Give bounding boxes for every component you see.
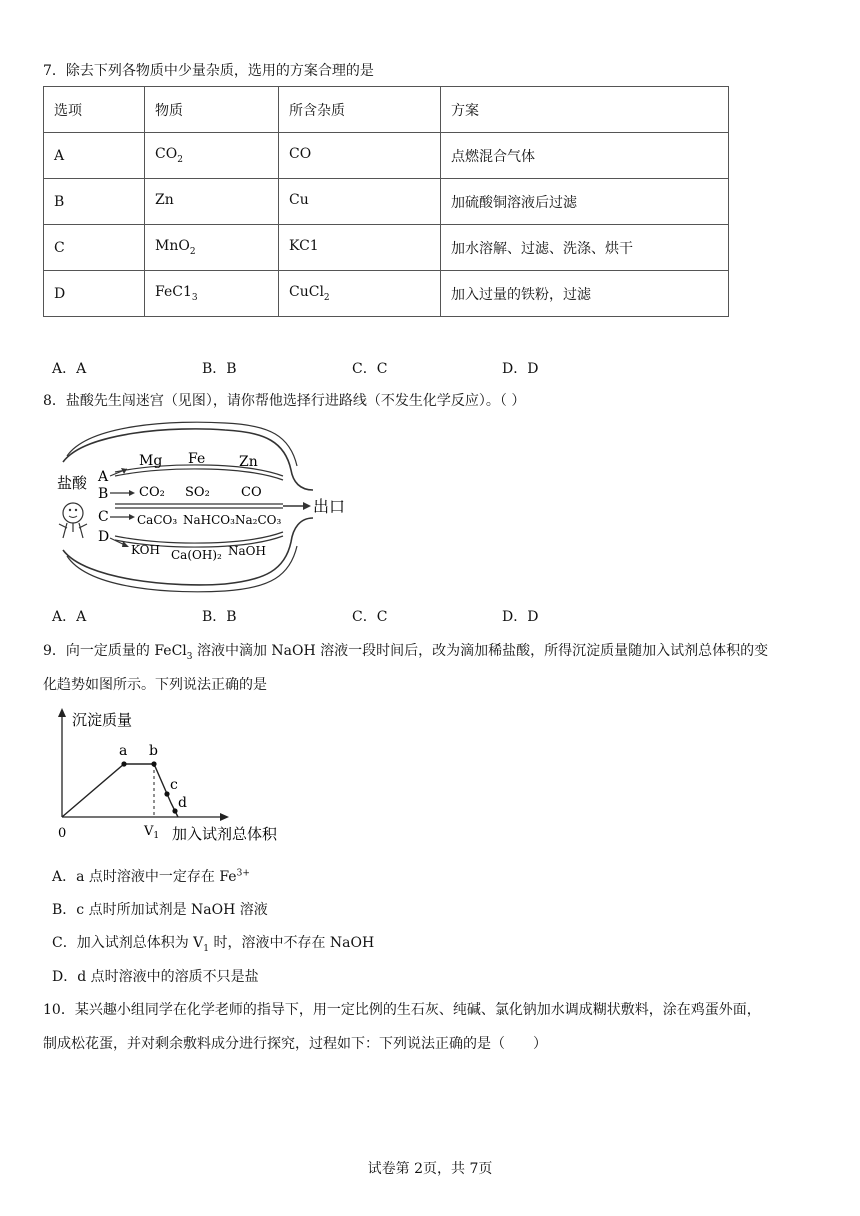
- header-option: 选项: [44, 87, 145, 133]
- q7-choice-b[interactable]: B．B: [202, 361, 237, 377]
- table-header-row: [44, 87, 729, 133]
- lane-b-item: SO₂: [185, 485, 210, 500]
- row-impurity: CO: [279, 133, 441, 179]
- point-a-label: a: [119, 743, 128, 759]
- q8-stem: 8．盐酸先生闯迷宫（见图），请你帮他选择行进路线（不发生化学反应）。（ ）: [43, 393, 526, 409]
- q8-choice-d[interactable]: D．D: [502, 609, 539, 625]
- row-option: D: [44, 271, 145, 317]
- lane-b-label: B: [98, 486, 109, 502]
- lane-d-item: NaOH: [228, 544, 266, 558]
- table-row: [44, 133, 729, 179]
- q10-stem-line1: 10．某兴趣小组同学在化学老师的指导下，用一定比例的生石灰、纯碱、氯化钠加水调成糊状敷料，涂在鸡蛋外面，: [43, 1002, 761, 1018]
- table-row: [44, 225, 729, 271]
- lane-d-label: D: [98, 529, 110, 545]
- table-row: [44, 179, 729, 225]
- q9-option-b[interactable]: B．c 点时所加试剂是 NaOH 溶液: [52, 902, 268, 918]
- y-axis-label: 沉淀质量: [72, 711, 133, 729]
- row-option: A: [44, 133, 145, 179]
- header-plan: 方案: [441, 87, 729, 133]
- q7-choice-d[interactable]: D．D: [502, 361, 539, 377]
- lane-c-item: CaCO₃: [137, 513, 178, 527]
- point-a: [121, 761, 126, 766]
- point-d-label: d: [178, 795, 187, 811]
- lane-d-item: Ca(OH)₂: [171, 548, 222, 562]
- row-substance: $FeC1_3$: [145, 271, 279, 317]
- x-axis-label: 加入试剂总体积: [172, 825, 278, 843]
- row-plan: 加硫酸铜溶液后过滤: [441, 179, 729, 225]
- precipitate-curve: [62, 764, 178, 817]
- q7-table: [43, 86, 729, 317]
- x-axis-arrow-icon: [220, 813, 229, 821]
- row-substance: Zn: [145, 179, 279, 225]
- maze-person-label: 盐酸: [57, 474, 88, 492]
- row-impurity: KC1: [279, 225, 441, 271]
- lane-c-item: NaHCO₃: [183, 513, 235, 527]
- point-d: [172, 808, 177, 813]
- point-c-label: c: [170, 777, 178, 793]
- point-b: [151, 761, 156, 766]
- lane-a-item: Mg: [139, 453, 163, 469]
- row-plan: 加水溶解、过滤、洗涤、烘干: [441, 225, 729, 271]
- q7-choice-c[interactable]: C．C: [352, 361, 388, 377]
- lane-a-label: A: [98, 469, 109, 485]
- q9-option-c[interactable]: C．加入试剂总体积为 $V_1$ 时，溶液中不存在 NaOH: [52, 935, 375, 954]
- page-footer: 试卷第 2页，共 7页: [367, 1161, 493, 1177]
- header-impurity: 所含杂质: [279, 87, 441, 133]
- lane-b-item: CO: [241, 485, 262, 500]
- hcl-character-icon: [59, 503, 87, 538]
- q7-stem: 7．除去下列各物质中少量杂质，选用的方案合理的是: [43, 63, 374, 79]
- lane-b-item: CO₂: [139, 485, 165, 500]
- table-row: [44, 271, 729, 317]
- maze-exit-label: 出口: [313, 497, 346, 516]
- precipitate-chart: [52, 705, 312, 847]
- header-substance: 物质: [145, 87, 279, 133]
- row-option: C: [44, 225, 145, 271]
- v1-tick-label: $V_1$: [144, 824, 160, 841]
- q8-choice-a[interactable]: A．A: [52, 609, 87, 625]
- lane-c-label: C: [98, 509, 109, 525]
- point-b-label: b: [149, 743, 158, 759]
- row-impurity: Cu: [279, 179, 441, 225]
- q10-stem-line2: 制成松花蛋，并对剩余敷料成分进行探究，过程如下：下列说法正确的是（ ）: [43, 1036, 547, 1052]
- maze-diagram: [45, 420, 365, 595]
- row-plan: 点燃混合气体: [441, 133, 729, 179]
- point-c: [164, 791, 169, 796]
- row-substance: $CO_2$: [145, 133, 279, 179]
- row-impurity: CuCl$_2$: [279, 271, 441, 317]
- y-axis-arrow-icon: [58, 708, 66, 717]
- lane-c-item: Na₂CO₃: [235, 513, 282, 527]
- q9-option-d[interactable]: D．d 点时溶液中的溶质不只是盐: [52, 969, 259, 985]
- row-plan: 加入过量的铁粉，过滤: [441, 271, 729, 317]
- row-option: B: [44, 179, 145, 225]
- lane-a-item: Zn: [239, 454, 258, 470]
- q8-choice-c[interactable]: C．C: [352, 609, 388, 625]
- q9-stem-line1: 9．向一定质量的 FeCl$_3$ 溶液中滴加 NaOH 溶液一段时间后，改为滴加稀盐酸，所得沉淀质量随加入试剂总体积的变: [43, 643, 769, 662]
- q7-choice-a[interactable]: A．A: [52, 361, 87, 377]
- lane-d-item: KOH: [131, 543, 160, 557]
- q8-choice-b[interactable]: B．B: [202, 609, 237, 625]
- lane-a-item: Fe: [188, 451, 206, 467]
- origin-label: 0: [58, 826, 67, 841]
- row-substance: MnO$_2$: [145, 225, 279, 271]
- q9-option-a[interactable]: A．a 点时溶液中一定存在 $Fe^{3+}$: [52, 868, 250, 885]
- q9-stem-line2: 化趋势如图所示。下列说法正确的是: [43, 677, 267, 693]
